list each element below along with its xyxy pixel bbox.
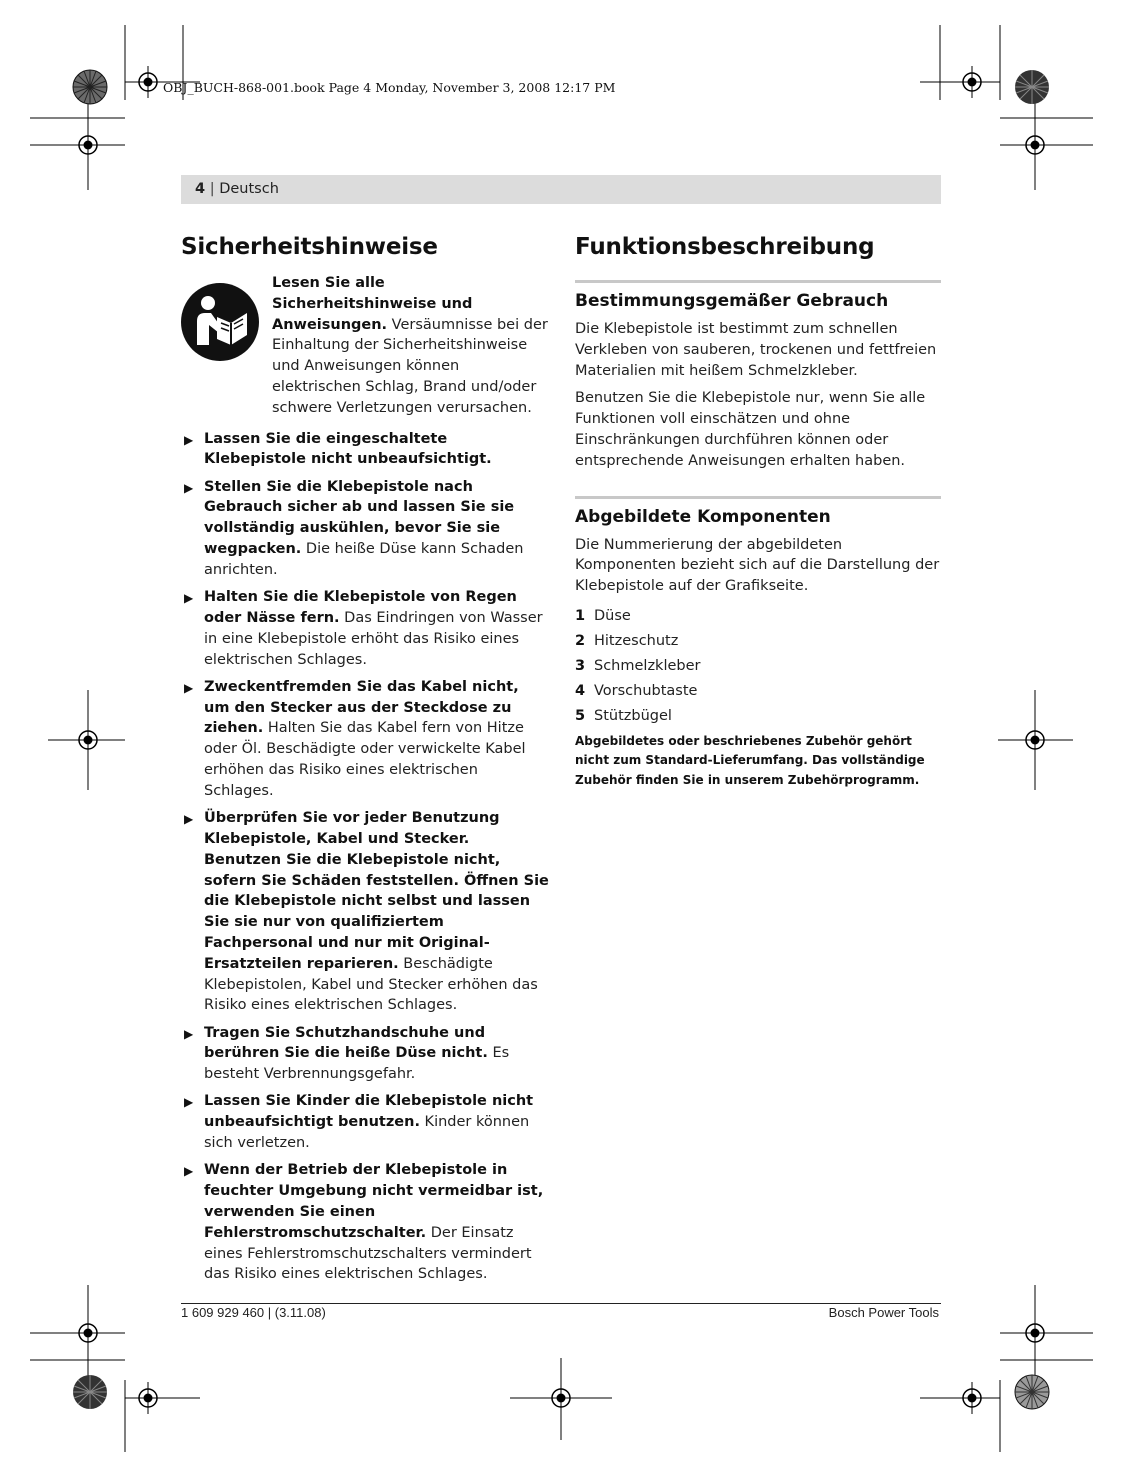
list-item [575,704,941,729]
list-item [181,477,549,581]
component-number: 2 [575,632,586,649]
bullet-bold: Überprüfen Sie vor jeder Benutzung Klebepistole, Kabel und Stecker. Benutzen Sie die Klebepistole nicht, sofern Sie Schäden feststellen. Öffnen Sie die Klebepistole nicht selbst und lassen Sie sie nur von qualifiziertem Fachpersonal und nur mit Original-Ersatzteilen reparieren. [204,810,549,972]
component-label: Düse [594,607,631,624]
bullet-text: Das Eindringen von Wasser in eine Klebepistole erhöht das Risiko eines elektrischen Schlages. [204,609,543,668]
component-number: 5 [575,707,586,724]
bullet-arrow-icon: ▶ [184,1026,194,1041]
safety-intro [181,273,549,419]
bullet-arrow-icon: ▶ [184,1095,194,1110]
bullet-bold: Lassen Sie die eingeschaltete Klebepistole nicht unbeaufsichtigt. [204,430,492,468]
component-label: Stützbügel [594,707,672,724]
section-rule [575,280,941,283]
component-number: 4 [575,682,586,699]
list-item [181,1160,549,1285]
bullet-text: Die heiße Düse kann Schaden anrichten. [204,541,524,578]
bullet-text: Es besteht Verbrennungsgefahr. [204,1045,510,1083]
list-item [181,677,549,802]
list-item [575,679,941,704]
safety-intro-body: Versäumnisse bei der Einhaltung der Sicherheitshinweise und Anweisungen können elektrischen Schlag, Brand und/oder schwere Verletzungen verursachen. [272,316,548,416]
print-slug: OBJ_BUCH-868-001.book Page 4 Monday, November 3, 2008 12:17 PM [163,80,616,95]
safety-intro-bold: Lesen Sie alle Sicherheitshinweise und Anweisungen. [272,275,473,333]
bullet-arrow-icon: ▶ [184,591,194,606]
footer-brand: Bosch Power Tools [828,1305,939,1320]
read-manual-icon [181,283,259,361]
intended-use-heading: Bestimmungsgemäßer Gebrauch [575,291,889,311]
page-number: 4 [195,181,206,197]
header-language: Deutsch [219,181,279,197]
intended-use-paragraph: Benutzen Sie die Klebepistole nur, wenn Sie alle Funktionen voll einschätzen und ohne Einschränkungen durchführen können oder entsprechende Anweisungen erhalten haben. [575,390,926,469]
bullet-bold: Zweckentfremden Sie das Kabel nicht, um den Stecker aus der Steckdose zu ziehen. [204,678,519,737]
bullet-bold: Lassen Sie Kinder die Klebepistole nicht unbeaufsichtigt benutzen. [204,1093,534,1131]
safety-column [181,229,549,1292]
component-label: Vorschubtaste [594,682,698,699]
bullet-arrow-icon: ▶ [184,680,194,695]
component-label: Hitzeschutz [594,632,679,649]
list-item [181,1023,549,1085]
accessory-note: Abgebildetes oder beschriebenes Zubehör gehört nicht zum Standard-Lieferumfang. Das vollständige Zubehör finden Sie in unserem Zubehörprogramm. [575,733,925,787]
component-number: 3 [575,657,586,674]
bullet-arrow-icon: ▶ [184,812,194,827]
list-item [181,808,549,1016]
list-item [575,629,941,654]
list-item [181,1091,549,1153]
bullet-bold: Stellen Sie die Klebepistole nach Gebrauch sicher ab und lassen Sie sie vollständig auskühlen, bevor Sie sie wegpacken. [204,478,515,558]
list-item [575,654,941,679]
bullet-text: Halten Sie das Kabel fern von Hitze oder Öl. Beschädigte oder verwickelte Kabel erhöhen das Risiko eines elektrischen Schlages. [204,720,526,799]
bullet-arrow-icon: ▶ [184,432,194,447]
bullet-bold: Tragen Sie Schutzhandschuhe und berühren Sie die heiße Düse nicht. [204,1024,488,1062]
function-title: Funktionsbeschreibung [575,234,875,260]
footer-doc-number: 1 609 929 460 | (3.11.08) [181,1305,326,1320]
header-separator: | [209,181,215,197]
bullet-text: Beschädigte Klebepistolen, Kabel und Stecker erhöhen das Risiko eines elektrischen Schlages. [204,955,538,1014]
bullet-bold: Wenn der Betrieb der Klebepistole in feuchter Umgebung nicht vermeidbar ist, verwenden Sie einen Fehlerstromschutzschalter. [204,1162,544,1241]
bullet-bold: Halten Sie die Klebepistole von Regen oder Nässe fern. [204,589,517,626]
list-item [181,429,549,471]
section-rule [575,496,941,499]
component-label: Schmelzkleber [594,657,701,674]
footer-rule [181,1303,941,1304]
safety-intro-text [272,273,549,419]
intended-use-paragraph: Die Klebepistole ist bestimmt zum schnellen Verkleben von sauberen, trockenen und fettfreien Materialien mit heißem Schmelzkleber. [575,321,937,379]
component-number: 1 [575,607,586,624]
list-item [181,587,549,670]
safety-list [181,429,549,1286]
bullet-text: Der Einsatz eines Fehlerstromschutzschalters vermindert das Risiko eines elektrischen Schlages. [204,1224,532,1283]
page-header [181,175,941,204]
components-list [575,604,941,729]
components-heading: Abgebildete Komponenten [575,506,831,527]
safety-title: Sicherheitshinweise [181,234,438,260]
components-intro: Die Nummerierung der abgebildeten Komponenten bezieht sich auf die Darstellung der Klebepistole auf der Grafikseite. [575,536,940,595]
function-column [575,229,941,790]
list-item [575,604,941,629]
bullet-text: Kinder können sich verletzen. [204,1114,530,1152]
bullet-arrow-icon: ▶ [184,1164,194,1179]
bullet-arrow-icon: ▶ [184,480,194,495]
